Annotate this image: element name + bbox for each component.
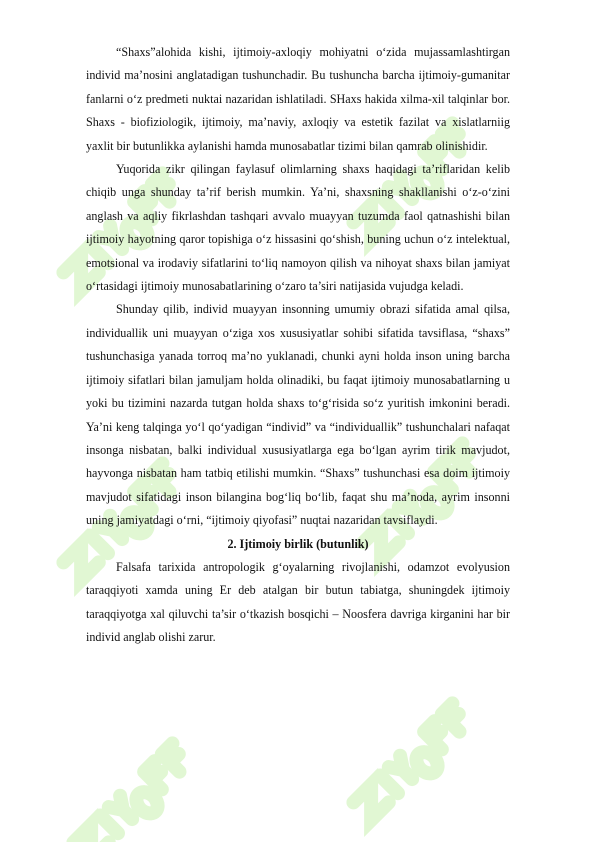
watermark-stroke bbox=[162, 743, 190, 771]
paragraph-individ-individuallik: Shunday qilib, individ muayyan insonning umumiy obrazi sifatida amal qilsa, individuallik uni muayyan o‘ziga xos xususiyatlar sohibi sifatida tavsiflasa, “shaxs” tushunchasiga yanada torroq ma’no yuklanadi, chunki ayni holda inson uning barcha ijtimoiy sifatlari bilan jamuljam holda olinadiki, bu faqat ijtimoiy munosabatlarning u yoki bu tizimini nazarda tutgan holda shaxs to‘g‘risida so‘z yuritish imkonini beradi. Ya’ni keng talqinga yo‘l qo‘yadigan “individ” va “individuallik” tushunchalari nafaqat insonga nisbatan, balki individual xususiyatlarga ega bo‘lgan ayrim tirik mavjudot, hayvonga nisbatan ham tatbiq etilishi mumkin. “Shaxs” tushunchasi esa doim ijtimoiy mavjudot sifatidagi inson bilangina bog‘liq bo‘lib, faqat shu ma’noda, ayrim insonni uning jamiyatdagi o‘rni, “ijtimoiy qiyofasi” nuqtai nazaridan tavsiflaydi. bbox=[86, 302, 510, 528]
watermark-stroke bbox=[380, 776, 398, 794]
watermark-stroke bbox=[424, 721, 452, 749]
watermark-stroke bbox=[144, 761, 172, 789]
watermark-stroke bbox=[132, 788, 162, 818]
section-heading: 2. Ijtimoiy birlik (butunlik) bbox=[227, 536, 369, 551]
document-page bbox=[86, 41, 510, 650]
watermark-stroke bbox=[100, 816, 118, 834]
watermark-mark bbox=[353, 703, 477, 827]
paragraph-shaxs-formation: Yuqorida zikr qilingan faylasuf olimlarning shaxs haqidagi ta’riflaridan kelib chiqib unga shunday ta’rif berish mumkin. Ya’ni, shaxsning shakllanishi o‘z-o‘zini anglash va aqliy fikrlashdan tashqari avvalo muayyan tuzumda faol qatnashishi bilan ijtimoiy hayotning qaror topishiga o‘z hissasini qo‘shish, buning uchun o‘z intelektual, emotsional va irodaviy sifatlarini to‘liq namoyon qilish va nihoyat shaxs bilan jamiyat o‘rtasidagi ijtimoiy munosabatlarining o‘zaro ta’siri natijasida vujudga keladi. bbox=[86, 162, 510, 294]
paragraph-shaxs-definition: “Shaxs”alohida kishi, ijtimoiy-axloqiy mohiyatni o‘zida mujassamlashtirgan individ ma’nosini anglatadigan tushunchadir. Bu tushuncha barcha ijtimoiy-gumanitar fanlarni o‘z predmeti nuktai nazaridan ishlatiladi. SHaxs hakida xilma-xil talqinlar bor. Shaxs - biofiziologik, ijtimoiy, ma’naviy, axloqiy va estetik fazilat va xislatlarniig yaxlit bir butunlikka aylanishi hamda munosabatlar tizimi bilan qamrab olinishidir. bbox=[86, 45, 510, 153]
watermark-stroke bbox=[389, 756, 418, 785]
paragraph-noosfera: Falsafa tarixida antropologik g‘oyalarning rivojlanishi, odamzot evolyusion taraqqiyoti xamda uning Er deb atalgan bir butun tabiatga, shuningdek ijtimoiy taraqqiyotga xal qiluvchi ta’sir o‘tkazish bosqichi – Noosfera davriga kirganini har bir individ anglab olishi zarur. bbox=[86, 559, 510, 645]
watermark-stroke bbox=[73, 825, 108, 842]
watermark-stroke bbox=[353, 785, 388, 820]
watermark-stroke bbox=[442, 703, 470, 731]
watermark-mark bbox=[73, 743, 197, 842]
watermark-stroke bbox=[412, 748, 442, 778]
watermark-stroke bbox=[109, 796, 138, 825]
